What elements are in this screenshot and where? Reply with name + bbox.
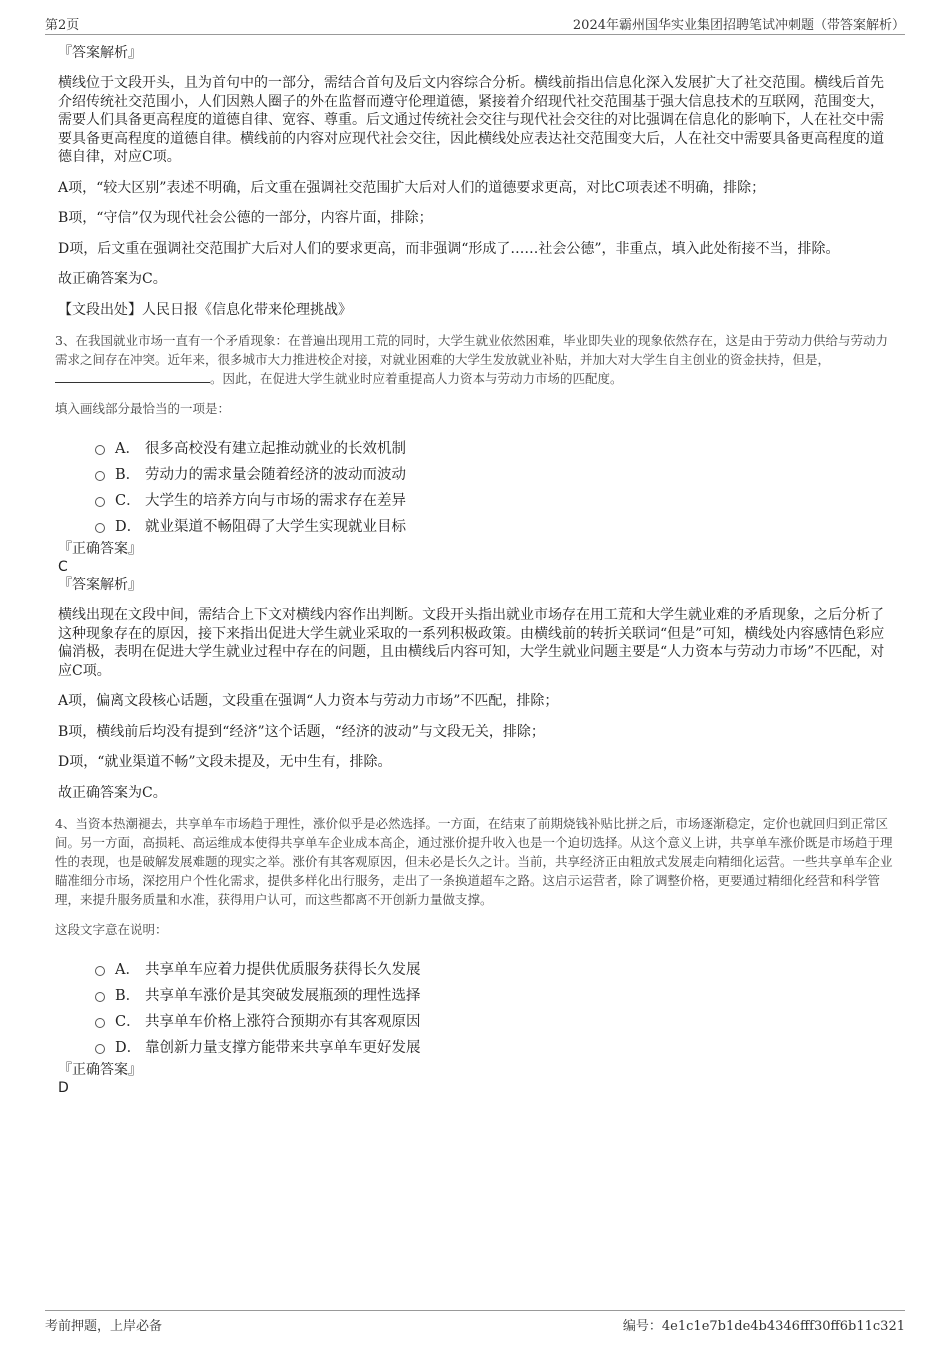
page-header: [45, 14, 905, 35]
option-c[interactable]: C． 共享单车价格上涨符合预期亦有其客观原因: [95, 1009, 895, 1035]
option-c[interactable]: C． 大学生的培养方向与市场的需求存在差异: [95, 488, 895, 514]
option-b[interactable]: B． 劳动力的需求量会随着经济的波动而波动: [95, 462, 895, 488]
page-number: 第2页: [45, 18, 80, 33]
radio-button[interactable]: [95, 523, 105, 533]
question-3-options: [95, 436, 895, 540]
page-content: [55, 44, 895, 1097]
question-3-text: 3、在我国就业市场一直有一个矛盾现象：在普遍出现用工荒的同时，大学生就业依然困难，毕业即失业的现象依然存在，这是由于劳动力供给与劳动力需求之间存在冲突。近年来，很多城市大力推进校企对接，对就业困难的大学生发放就业补贴，并加大对大学生自主创业的资金扶持，但是，。因此，在促进大学生就业时应着重提高人力资本与劳动力市场的匹配度。: [55, 333, 888, 386]
option-d[interactable]: D． 靠创新力量支撑方能带来共享单车更好发展: [95, 1035, 895, 1061]
radio-button[interactable]: [95, 992, 105, 1002]
footer-slogan: 考前押题，上岸必备: [45, 1319, 163, 1334]
analysis-text: 横线位于文段开头，且为首句中的一部分，需结合首句及后文内容综合分析。横线前指出信息化深入发展扩大了社交范围。横线后首先介绍传统社交范围小，人们因熟人圈子的外在监督而遵守伦理道德，紧接着介绍现代社交范围基于强大信息技术的互联网，范围变大，需要人们具备更高程度的道德自律、宽容、尊重。后文通过传统社会交往与现代社会交往的对比强调在信息化的影响下，人在社交中需要具备更高程度的道德自律。横线前的内容对应现代社会交往，因此横线处应表达社交范围变大后，人在社交中需要具备更高程度的道德自律，对应C项。: [58, 75, 884, 165]
analysis-option-d: D项，后文重在强调社交范围扩大后对人们的要求更高，而非强调“形成了……社会公德”，非重点，填入此处衔接不当，排除。: [58, 240, 840, 257]
correct-answer: D: [58, 1080, 69, 1096]
option-b[interactable]: B． 共享单车涨价是其突破发展瓶颈的理性选择: [95, 983, 895, 1009]
analysis-option-b: B项，横线前后均没有提到“经济”这个话题，“经济的波动”与文段无关，排除；: [58, 723, 545, 740]
document-title: 2024年霸州国华实业集团招聘笔试冲刺题（带答案解析）: [572, 18, 905, 33]
question-4-options: [95, 957, 895, 1061]
analysis-heading: 『答案解析』: [58, 45, 142, 61]
document-id: 编号：4e1c1e7b1de4b4346fff30ff6b11c321: [622, 1319, 905, 1334]
fill-in-blank: [55, 370, 210, 383]
page-footer: [45, 1310, 905, 1334]
analysis-conclusion: 故正确答案为C。: [58, 271, 167, 287]
correct-answer-heading: 『正确答案』: [58, 541, 142, 557]
radio-button[interactable]: [95, 497, 105, 507]
correct-answer-heading: 『正确答案』: [58, 1062, 142, 1078]
option-a[interactable]: A． 很多高校没有建立起推动就业的长效机制: [95, 436, 895, 462]
radio-button[interactable]: [95, 445, 105, 455]
radio-button[interactable]: [95, 471, 105, 481]
question-4-text: 4、当资本热潮褪去，共享单车市场趋于理性，涨价似乎是必然选择。一方面，在结束了前期烧钱补贴比拼之后，市场逐渐稳定，定价也就回归到正常区间。另一方面，高损耗、高运维成本使得共享单车企业成本高企，通过涨价提升收入也是一个迫切选择。从这个意义上讲，共享单车涨价既是市场趋于理性的表现，也是破解发展难题的现实之举。涨价有其客观原因，但未必是长久之计。当前，共享经济正由粗放式发展走向精细化运营。一些共享单车企业瞄准细分市场，深挖用户个性化需求，提供多样化出行服务，走出了一条换道超车之路。这启示运营者，除了调整价格，更要通过精细化经营和科学管理，来提升服务质量和水准，获得用户认可，而这些都离不开创新力量做支撑。: [55, 816, 893, 907]
radio-button[interactable]: [95, 1018, 105, 1028]
text-source: 【文段出处】人民日报《信息化带来伦理挑战》: [58, 301, 352, 318]
radio-button[interactable]: [95, 1044, 105, 1054]
analysis-conclusion: 故正确答案为C。: [58, 784, 167, 801]
analysis-option-a: A项，偏离文段核心话题，文段重在强调“人力资本与劳动力市场”不匹配，排除；: [58, 693, 559, 709]
question-4-prompt: 这段文字意在说明：: [55, 922, 168, 937]
analysis-heading: 『答案解析』: [58, 577, 142, 593]
question-3-prompt: 填入画线部分最恰当的一项是：: [55, 401, 231, 416]
option-d[interactable]: D． 就业渠道不畅阻碍了大学生实现就业目标: [95, 514, 895, 540]
analysis-text: 横线出现在文段中间，需结合上下文对横线内容作出判断。文段开头指出就业市场存在用工荒和大学生就业难的矛盾现象，之后分析了这种现象存在的原因，接下来指出促进大学生就业采取的一系列积极政策。由横线前的转折关联词“但是”可知，横线处内容感情色彩应偏消极，表明在促进大学生就业过程中存在的问题，且由横线后内容可知，大学生就业问题主要是“人力资本与劳动力市场”不匹配，对应C项。: [58, 607, 885, 679]
analysis-option-b: B项，“守信”仅为现代社会公德的一部分，内容片面，排除；: [58, 210, 433, 226]
option-a[interactable]: A． 共享单车应着力提供优质服务获得长久发展: [95, 957, 895, 983]
analysis-option-d: D项，“就业渠道不畅”文段未提及，无中生有，排除。: [58, 754, 392, 770]
analysis-option-a: A项，“较大区别”表述不明确，后文重在强调社交范围扩大后对人们的道德要求更高，对比C项表述不明确，排除；: [58, 179, 766, 196]
correct-answer: C: [58, 559, 68, 575]
radio-button[interactable]: [95, 966, 105, 976]
